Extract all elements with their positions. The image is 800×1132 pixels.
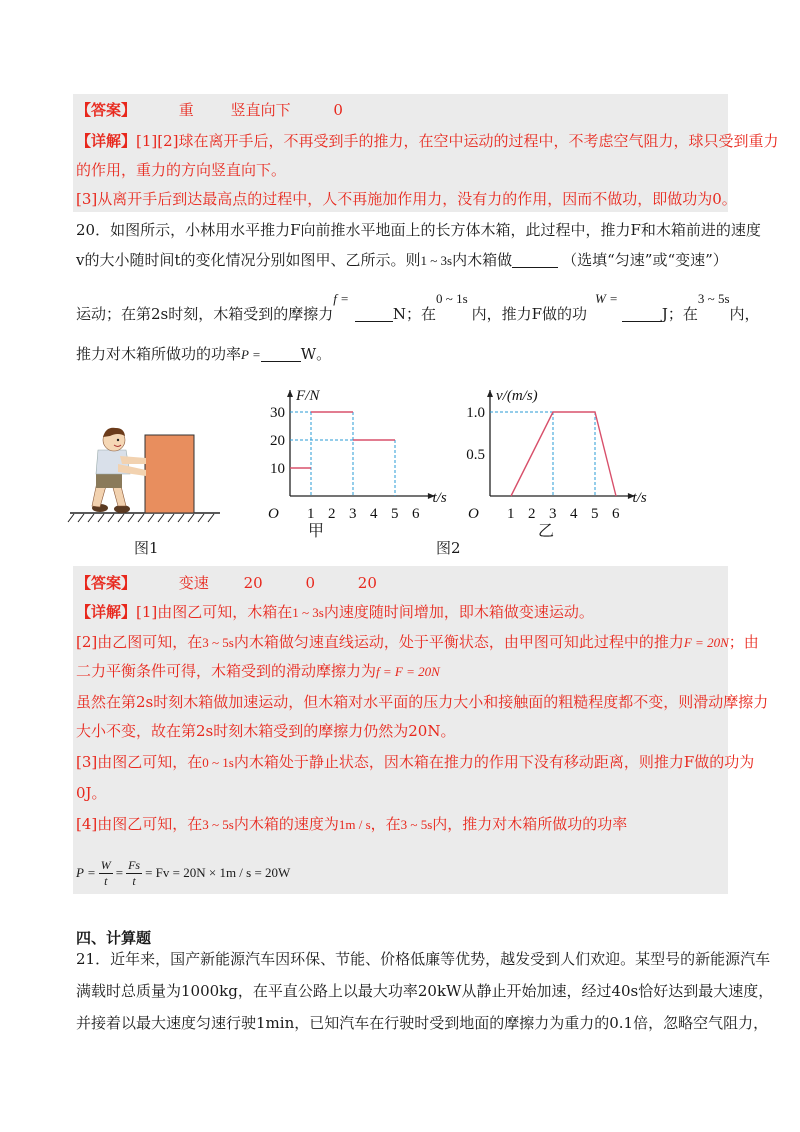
answer-1: 变速 <box>178 574 209 592</box>
fraction-denominator: t <box>132 873 136 888</box>
figure-2-caption: 图2 <box>436 539 461 557</box>
y-tick-label: 10 <box>270 461 285 477</box>
detail-text: [1][2]球在离开手后，不再受到手的推力，在空中运动的过程中，不考虑空气阻力，球只受到重力 <box>136 132 779 150</box>
answer-blank <box>512 253 558 268</box>
y-tick-label: 20 <box>270 433 285 449</box>
x-tick-label: 6 <box>412 506 420 522</box>
x-tick-label: O <box>468 506 479 522</box>
answer-3: 0 <box>305 574 316 592</box>
detail-text: ；由 <box>728 633 759 651</box>
q20-text: N；在 <box>392 305 437 323</box>
y-axis-label: F/N <box>296 388 320 404</box>
q19-detail-line-1 <box>76 130 779 151</box>
q20-math: 1 ~ 3s <box>420 253 453 268</box>
detail-math: f = F = 20N <box>376 664 440 679</box>
q20-detail-line-1 <box>76 601 594 622</box>
y-axis-arrow <box>287 390 293 397</box>
q20-text: （选填“匀速”或“变速”） <box>562 251 728 269</box>
q19-detail-line-2: 的作用，重力的方向竖直向下。 <box>76 161 287 179</box>
fraction-denominator: t <box>104 873 108 888</box>
fraction-fs-over-t <box>126 858 142 889</box>
detail-text: 内木箱做匀速直线运动，处于平衡状态，由甲图可知此过程中的推力 <box>233 633 684 651</box>
q20-answer-line <box>76 572 377 593</box>
x-axis-label: t/s <box>632 490 647 506</box>
answer-blank <box>622 307 662 322</box>
power-formula: P = $\frac{W}{t}$ = $\frac{Fs}{t}$ = Fv = 20N × 1m / s = 20W <box>76 857 291 888</box>
x-tick-label: O <box>268 506 279 522</box>
q20-math: f = <box>333 291 349 306</box>
q20-text: 内木箱做 <box>452 251 513 269</box>
detail-math: 3 ~ 5s <box>400 817 433 832</box>
detail-text: 内木箱处于静止状态，因木箱在推力的作用下没有移动距离，则推力F做的功为 <box>233 753 755 771</box>
y-tick-label: 30 <box>270 405 285 421</box>
x-tick-label: 1 <box>507 506 515 522</box>
detail-text: [2]由乙图可知，在 <box>76 633 203 651</box>
detail-math: 0 ~ 1s <box>202 755 234 770</box>
q20-line-4 <box>76 343 331 364</box>
chart-yi-caption: 乙 <box>538 521 555 540</box>
formula-lhs: P = <box>76 865 96 880</box>
q20-detail-line-4: 虽然在第2s时刻木箱做加速运动，但木箱对水平面的压力大小和接触面的粗糙程度都不变，则滑动摩擦力 <box>76 693 769 711</box>
detail-text: ，在 <box>370 815 401 833</box>
q21-line-3: 并接着以最大速度匀速行驶1min，已知汽车在行驶时受到地面的摩擦力为重力的0.1倍，忽略空气阻力， <box>76 1014 769 1032</box>
answer-blank <box>261 347 301 362</box>
x-axis-label: t/s <box>432 490 447 506</box>
x-tick-label: 1 <box>307 506 315 522</box>
formula-rest: = Fv = 20N × 1m / s = 20W <box>145 865 291 880</box>
x-tick-label: 5 <box>591 506 599 522</box>
x-tick-label: 5 <box>391 506 399 522</box>
answer-4: 20 <box>357 574 377 592</box>
fraction-w-over-t <box>99 858 113 889</box>
y-tick-label: 0.5 <box>466 447 485 463</box>
fraction-numerator: Fs <box>128 857 141 872</box>
series-line <box>511 412 616 496</box>
answer-2: 竖直向下 <box>230 101 291 119</box>
q20-text: J；在 <box>661 305 698 323</box>
q20-text: v的大小随时间t的变化情况分别如图甲、乙所示。则 <box>76 251 421 269</box>
detail-text: 内速度随时间增加，即木箱做变速运动。 <box>323 603 594 621</box>
q19-answer-line <box>76 99 343 120</box>
chart-jia <box>240 378 447 528</box>
answer-2: 20 <box>243 574 263 592</box>
detail-text: 内，推力对木箱所做功的功率 <box>432 815 628 833</box>
detail-tag: 【详解】 <box>76 132 137 150</box>
detail-text: [1]由图乙可知，木箱在 <box>136 603 293 621</box>
q20-text: 内，推力F做的功 <box>471 305 588 323</box>
answer-blank <box>355 307 393 322</box>
section-title: 四、计算题 <box>76 929 152 947</box>
q21-line-2: 满载时总质量为1000kg，在平直公路上以最大功率20kW从静止开始加速，经过40s恰好达到最大速度， <box>76 982 774 1000</box>
q20-line-3 <box>76 291 760 324</box>
q20-detail-line-7: 0J。 <box>76 784 107 802</box>
q20-detail-line-2 <box>76 631 759 652</box>
q19-detail-line-3: [3]从离开手后到达最高点的过程中，人不再施加作用力，没有力的作用，因而不做功，即做功为0。 <box>76 190 737 208</box>
q20-math: W = <box>595 291 618 306</box>
q20-text: W。 <box>300 345 332 363</box>
detail-math: 3 ~ 5s <box>202 817 234 832</box>
detail-tag: 【详解】 <box>76 603 137 621</box>
figure-1-caption: 图1 <box>134 539 159 557</box>
x-tick-label: 2 <box>528 506 536 522</box>
x-tick-label: 2 <box>328 506 336 522</box>
fraction-numerator: W <box>100 857 111 872</box>
detail-math: 1 ~ 3s <box>292 605 324 620</box>
answer-3: 0 <box>333 101 343 119</box>
q20-detail-line-8 <box>76 813 627 834</box>
pushing-box-illustration <box>70 420 230 530</box>
q20-line-1: 20．如图所示，小林用水平推力F向前推水平地面上的长方体木箱，此过程中，推力F和木箱前进的速度 <box>76 221 761 239</box>
detail-text: 内木箱的速度为 <box>233 815 339 833</box>
x-tick-label: 4 <box>370 506 378 522</box>
q20-text: 内， <box>729 305 760 323</box>
answer-1: 重 <box>178 101 194 119</box>
q20-detail-line-3 <box>76 660 440 681</box>
detail-math: 1m / s <box>338 817 371 832</box>
q20-text: 推力对木箱所做功的功率 <box>76 345 242 363</box>
detail-text: [3]由图乙可知，在 <box>76 753 203 771</box>
chart-yi <box>440 378 647 528</box>
q20-math: 0 ~ 1s <box>436 291 468 306</box>
y-axis-label: v/(m/s) <box>496 388 538 404</box>
y-tick-label: 1.0 <box>466 405 485 421</box>
x-tick-label: 3 <box>549 506 557 522</box>
q20-text: 运动；在第2s时刻，木箱受到的摩擦力 <box>76 305 334 323</box>
y-axis-arrow <box>487 390 493 397</box>
detail-math: F = 20N <box>683 635 729 650</box>
q20-math: 3 ~ 5s <box>697 291 730 306</box>
detail-math: 3 ~ 5s <box>202 635 234 650</box>
detail-text: [4]由图乙可知，在 <box>76 815 203 833</box>
q20-line-2 <box>76 249 728 270</box>
q20-detail-line-5: 大小不变，故在第2s时刻木箱受到的摩擦力仍然为20N。 <box>76 722 456 740</box>
q21-line-1: 21．近年来，国产新能源汽车因环保、节能、价格低廉等优势，越发受到人们欢迎。某型号的新能源汽车 <box>76 950 771 968</box>
detail-text: 二力平衡条件可得，木箱受到的滑动摩擦力为 <box>76 662 377 680</box>
answer-tag: 【答案】 <box>76 574 137 592</box>
answer-tag: 【答案】 <box>76 101 137 119</box>
q20-detail-line-6 <box>76 751 754 772</box>
x-tick-label: 6 <box>612 506 620 522</box>
chart-jia-caption: 甲 <box>308 521 325 540</box>
x-tick-label: 4 <box>570 506 578 522</box>
q20-math: P = <box>241 347 261 362</box>
x-tick-label: 3 <box>349 506 357 522</box>
